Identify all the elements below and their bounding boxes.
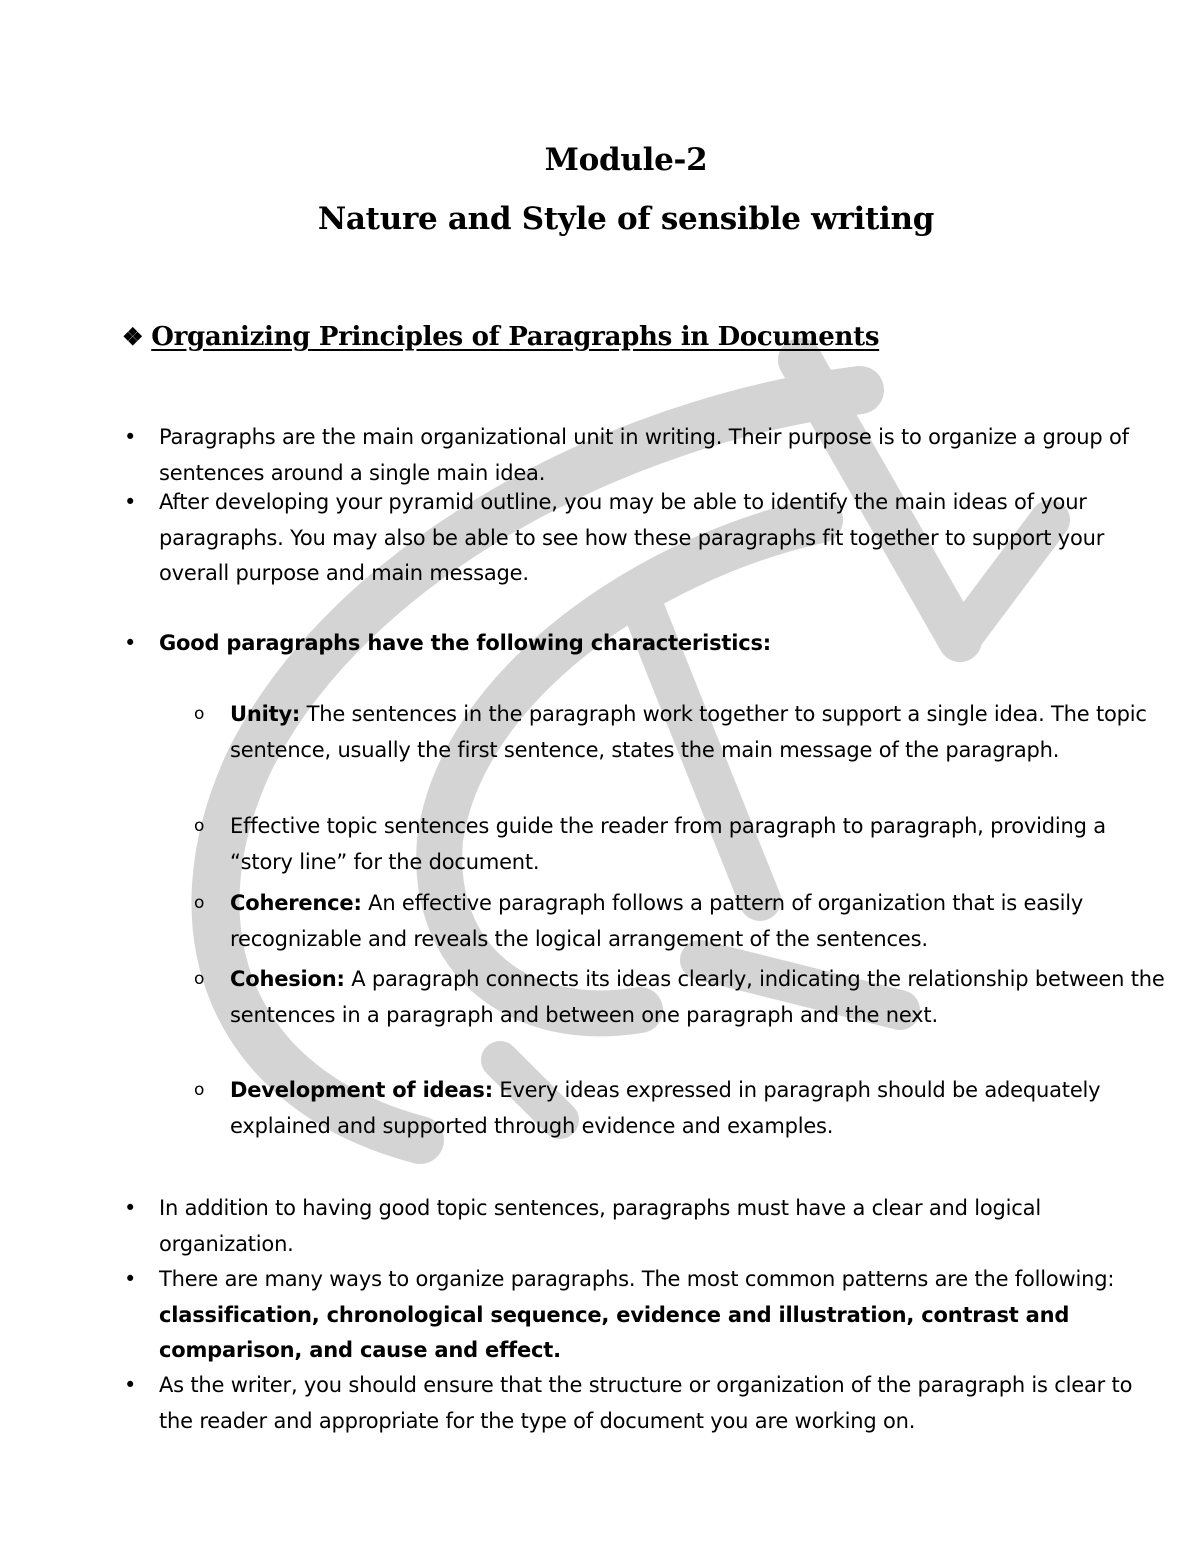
circle-bullet-icon: o — [194, 704, 205, 724]
term-description: A paragraph connects its ideas clearly, indicating the relationship between the sentences in a paragraph and between one paragraph and the next. — [230, 967, 1165, 1027]
bullet-dot-icon: • — [124, 1373, 137, 1397]
section-heading-text: Organizing Principles of Paragraphs in Documents — [151, 322, 880, 352]
term-description: An effective paragraph follows a pattern of organization that is easily recognizable and reveals the logical arrangement of the sentences. — [230, 891, 1084, 951]
circle-bullet-icon: o — [194, 1080, 205, 1100]
sub-bullet-development — [194, 1073, 1175, 1144]
sub-bullet-cohesion — [194, 962, 1175, 1033]
bullet-text: There are many ways to organize paragraphs. The most common patterns are the following: — [159, 1267, 1115, 1291]
sub-bullet-unity — [194, 697, 1175, 768]
term-description: Every ideas expressed in paragraph should be adequately explained and supported through evidence and examples. — [230, 1078, 1101, 1138]
sub-bullet-topic-sentences — [194, 809, 1175, 880]
bullet-dot-icon: • — [124, 631, 137, 655]
document-subtitle: Nature and Style of sensible writing — [317, 201, 935, 237]
circle-bullet-icon: o — [194, 969, 205, 989]
bullet-logical-organization — [124, 1191, 1169, 1262]
term-label: Cohesion: — [230, 967, 345, 991]
bullet-text: After developing your pyramid outline, you may be able to identify the main ideas of your paragraphs. You may also be able to see how these paragraphs fit together to support your overall purpose and main message. — [159, 490, 1105, 585]
bullet-text: In addition to having good topic sentences, paragraphs must have a clear and logical organization. — [159, 1196, 1041, 1256]
bullet-writer-structure — [124, 1368, 1169, 1439]
circle-bullet-icon: o — [194, 816, 205, 836]
module-title: Module-2 — [544, 142, 708, 178]
term-label: Coherence: — [230, 891, 362, 915]
bullet-dot-icon: • — [124, 1267, 137, 1291]
patterns-list: classification, chronological sequence, evidence and illustration, contrast and comparison, and cause and effect. — [159, 1302, 1070, 1362]
characteristics-heading: Good paragraphs have the following characteristics: — [159, 631, 771, 655]
sub-bullet-coherence — [194, 886, 1175, 957]
bullet-patterns — [124, 1262, 1169, 1369]
bullet-pyramid-outline — [124, 485, 1169, 592]
term-label: Development of ideas: — [230, 1078, 493, 1102]
circle-bullet-icon: o — [194, 893, 205, 913]
bullet-purpose — [124, 420, 1169, 491]
bullet-dot-icon: • — [124, 1196, 137, 1220]
diamond-bullet-icon: ❖ — [122, 322, 144, 351]
section-heading — [122, 322, 879, 352]
bullet-text: Paragraphs are the main organizational unit in writing. Their purpose is to organize a group of sentences around a single main idea. — [159, 425, 1129, 485]
bullet-dot-icon: • — [124, 490, 137, 514]
bullet-text: As the writer, you should ensure that the structure or organization of the paragraph is clear to the reader and appropriate for the type of document you are working on. — [159, 1373, 1133, 1433]
bullet-characteristics-heading — [124, 626, 1169, 662]
term-description: The sentences in the paragraph work together to support a single idea. The topic sentence, usually the first sentence, states the main message of the paragraph. — [230, 702, 1147, 762]
term-description: Effective topic sentences guide the reader from paragraph to paragraph, providing a “story line” for the document. — [230, 814, 1106, 874]
term-label: Unity: — [230, 702, 301, 726]
bullet-dot-icon: • — [124, 425, 137, 449]
